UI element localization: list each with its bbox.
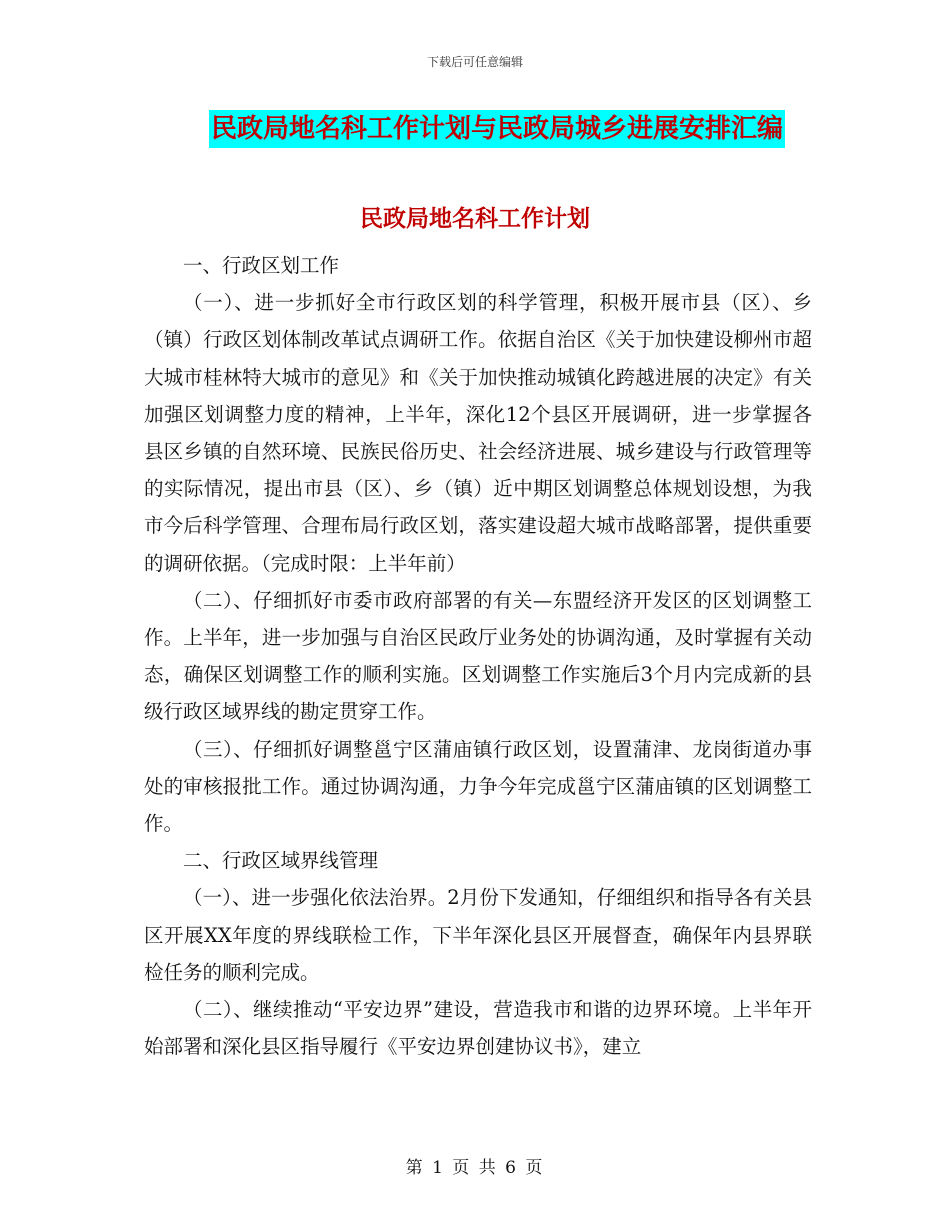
section-title: 民政局地名科工作计划 — [360, 205, 590, 232]
paragraph: （三）、仔细抓好调整邕宁区蒲庙镇行政区划，设置蒲津、龙岗街道办事处的审核报批工作。通过协调沟通，力争今年完成邕宁区蒲庙镇的区划调整工作。 — [144, 737, 812, 836]
main-title-container — [0, 110, 950, 148]
header-note: 下载后可任意编辑 — [426, 55, 523, 69]
document-body — [144, 247, 812, 1065]
main-title: 民政局地名科工作计划与民政局城乡进展安排汇编 — [209, 110, 785, 148]
paragraph: （一）、进一步抓好全市行政区划的科学管理，积极开展市县（区）、乡（镇）行政区划体制改革试点调研工作。依据自治区《关于加快建设柳州市超大城市桂林特大城市的意见》和《关于加快推动城镇化跨越进展的决定》有关加强区划调整力度的精神，上半年，深化12个县区开展调研，进一步掌握各县区乡镇的自然环境、民族民俗历史、社会经济进展、城乡建设与行政管理等的实际情况，提出市县（区）、乡（镇）近中期区划调整总体规划设想，为我市今后科学管理、合理布局行政区划，落实建设超大城市战略部署，提供重要的调研依据。（完成时限：上半年前） — [144, 291, 812, 575]
paragraph: （二）、仔细抓好市委市政府部署的有关—东盟经济开发区的区划调整工作。上半年，进一步加强与自治区民政厅业务处的协调沟通，及时掌握有关动态，确保区划调整工作的顺利实施。区划调整工作实施后3个月内完成新的县级行政区域界线的勘定贯穿工作。 — [144, 588, 812, 724]
page-footer: 第 1 页 共 6 页 — [405, 1158, 545, 1178]
heading-administrative-division: 一、行政区划工作 — [183, 254, 340, 277]
heading-boundary-management: 二、行政区域界线管理 — [183, 849, 379, 873]
paragraph: （二）、继续推动“平安边界”建设，营造我市和谐的边界环境。上半年开始部署和深化县区指导履行《平安边界创建协议书》，建立 — [144, 998, 812, 1059]
paragraph: （一）、进一步强化依法治界。2月份下发通知，仔细组织和指导各有关县区开展XX年度的界线联检工作，下半年深化县区开展督查，确保年内县界联检任务的顺利完成。 — [144, 886, 812, 984]
